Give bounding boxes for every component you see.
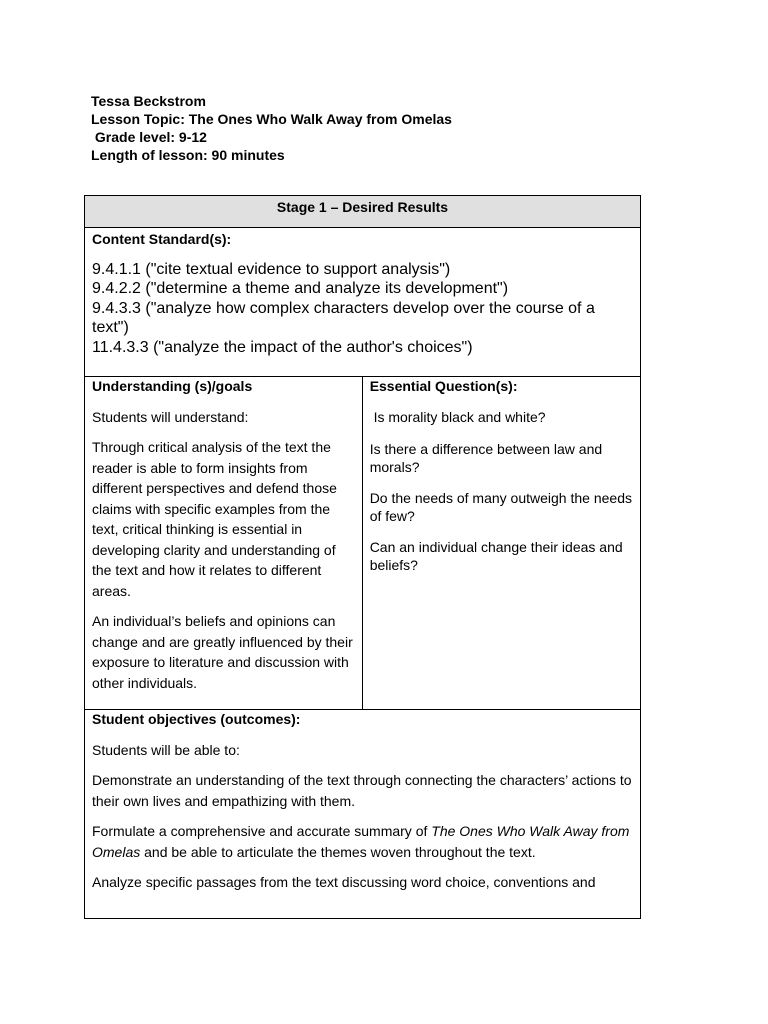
standard-item: 9.4.3.3 ("analyze how complex characters develop over the course of a text") <box>92 299 595 336</box>
content-standards-label: Content Standard(s): <box>92 231 232 247</box>
standard-item: 9.4.1.1 ("cite textual evidence to support analysis") <box>92 260 451 278</box>
stage-header <box>85 196 641 228</box>
objective-item: Analyze specific passages from the text discussing word choice, conventions and <box>92 874 596 890</box>
essential-question: Can an individual change their ideas and beliefs? <box>369 539 623 573</box>
essential-questions-label: Essential Question(s): <box>369 378 518 394</box>
understanding-intro: Students will understand: <box>92 408 249 425</box>
objectives-cell <box>85 710 641 919</box>
essential-questions-cell <box>362 377 640 710</box>
grade-level: Grade level: 9-12 <box>91 129 207 145</box>
understanding-paragraph: An individual’s beliefs and opinions can change and are greatly influenced by their exposure to literature and discussion with other individuals. <box>92 613 353 691</box>
stage-title: Stage 1 – Desired Results <box>276 199 449 215</box>
objective-text: and be able to articulate the themes woven throughout the text. <box>140 843 536 860</box>
objective-text: Formulate a comprehensive and accurate summary of <box>92 823 432 839</box>
understanding-label: Understanding (s)/goals <box>92 378 253 394</box>
lesson-plan-table <box>84 195 641 919</box>
understanding-paragraph: Through critical analysis of the text the reader is able to form insights from different perspectives and defend those claims with specific examples from the text, critical thinking is essential in developing clarity and understanding of the text and how it relates to different areas. <box>92 439 337 599</box>
essential-question: Do the needs of many outweigh the needs of few? <box>369 490 632 524</box>
understanding-cell <box>85 377 363 710</box>
lesson-length: Length of lesson: 90 minutes <box>91 147 285 163</box>
essential-question: Is morality black and white? <box>369 408 546 425</box>
objective-book-title: The Ones Who Walk Away from Omelas <box>92 823 630 860</box>
standard-item: 9.4.2.2 ("determine a theme and analyze its development") <box>92 280 509 297</box>
objectives-intro: Students will be able to: <box>92 741 240 758</box>
author-name: Tessa Beckstrom <box>91 93 206 109</box>
essential-question: Is there a difference between law and morals? <box>369 441 603 475</box>
standards-list <box>92 260 633 358</box>
standard-item: 11.4.3.3 ("analyze the impact of the author's choices") <box>92 338 473 356</box>
lesson-topic: Lesson Topic: The Ones Who Walk Away from Omelas <box>91 111 452 127</box>
objective-item: Demonstrate an understanding of the text through connecting the characters’ actions to their own lives and empathizing with them. <box>92 772 632 809</box>
objective-item <box>92 821 633 862</box>
objectives-label: Student objectives (outcomes): <box>92 711 301 727</box>
content-standards-cell <box>85 228 641 377</box>
document-header <box>91 92 452 164</box>
